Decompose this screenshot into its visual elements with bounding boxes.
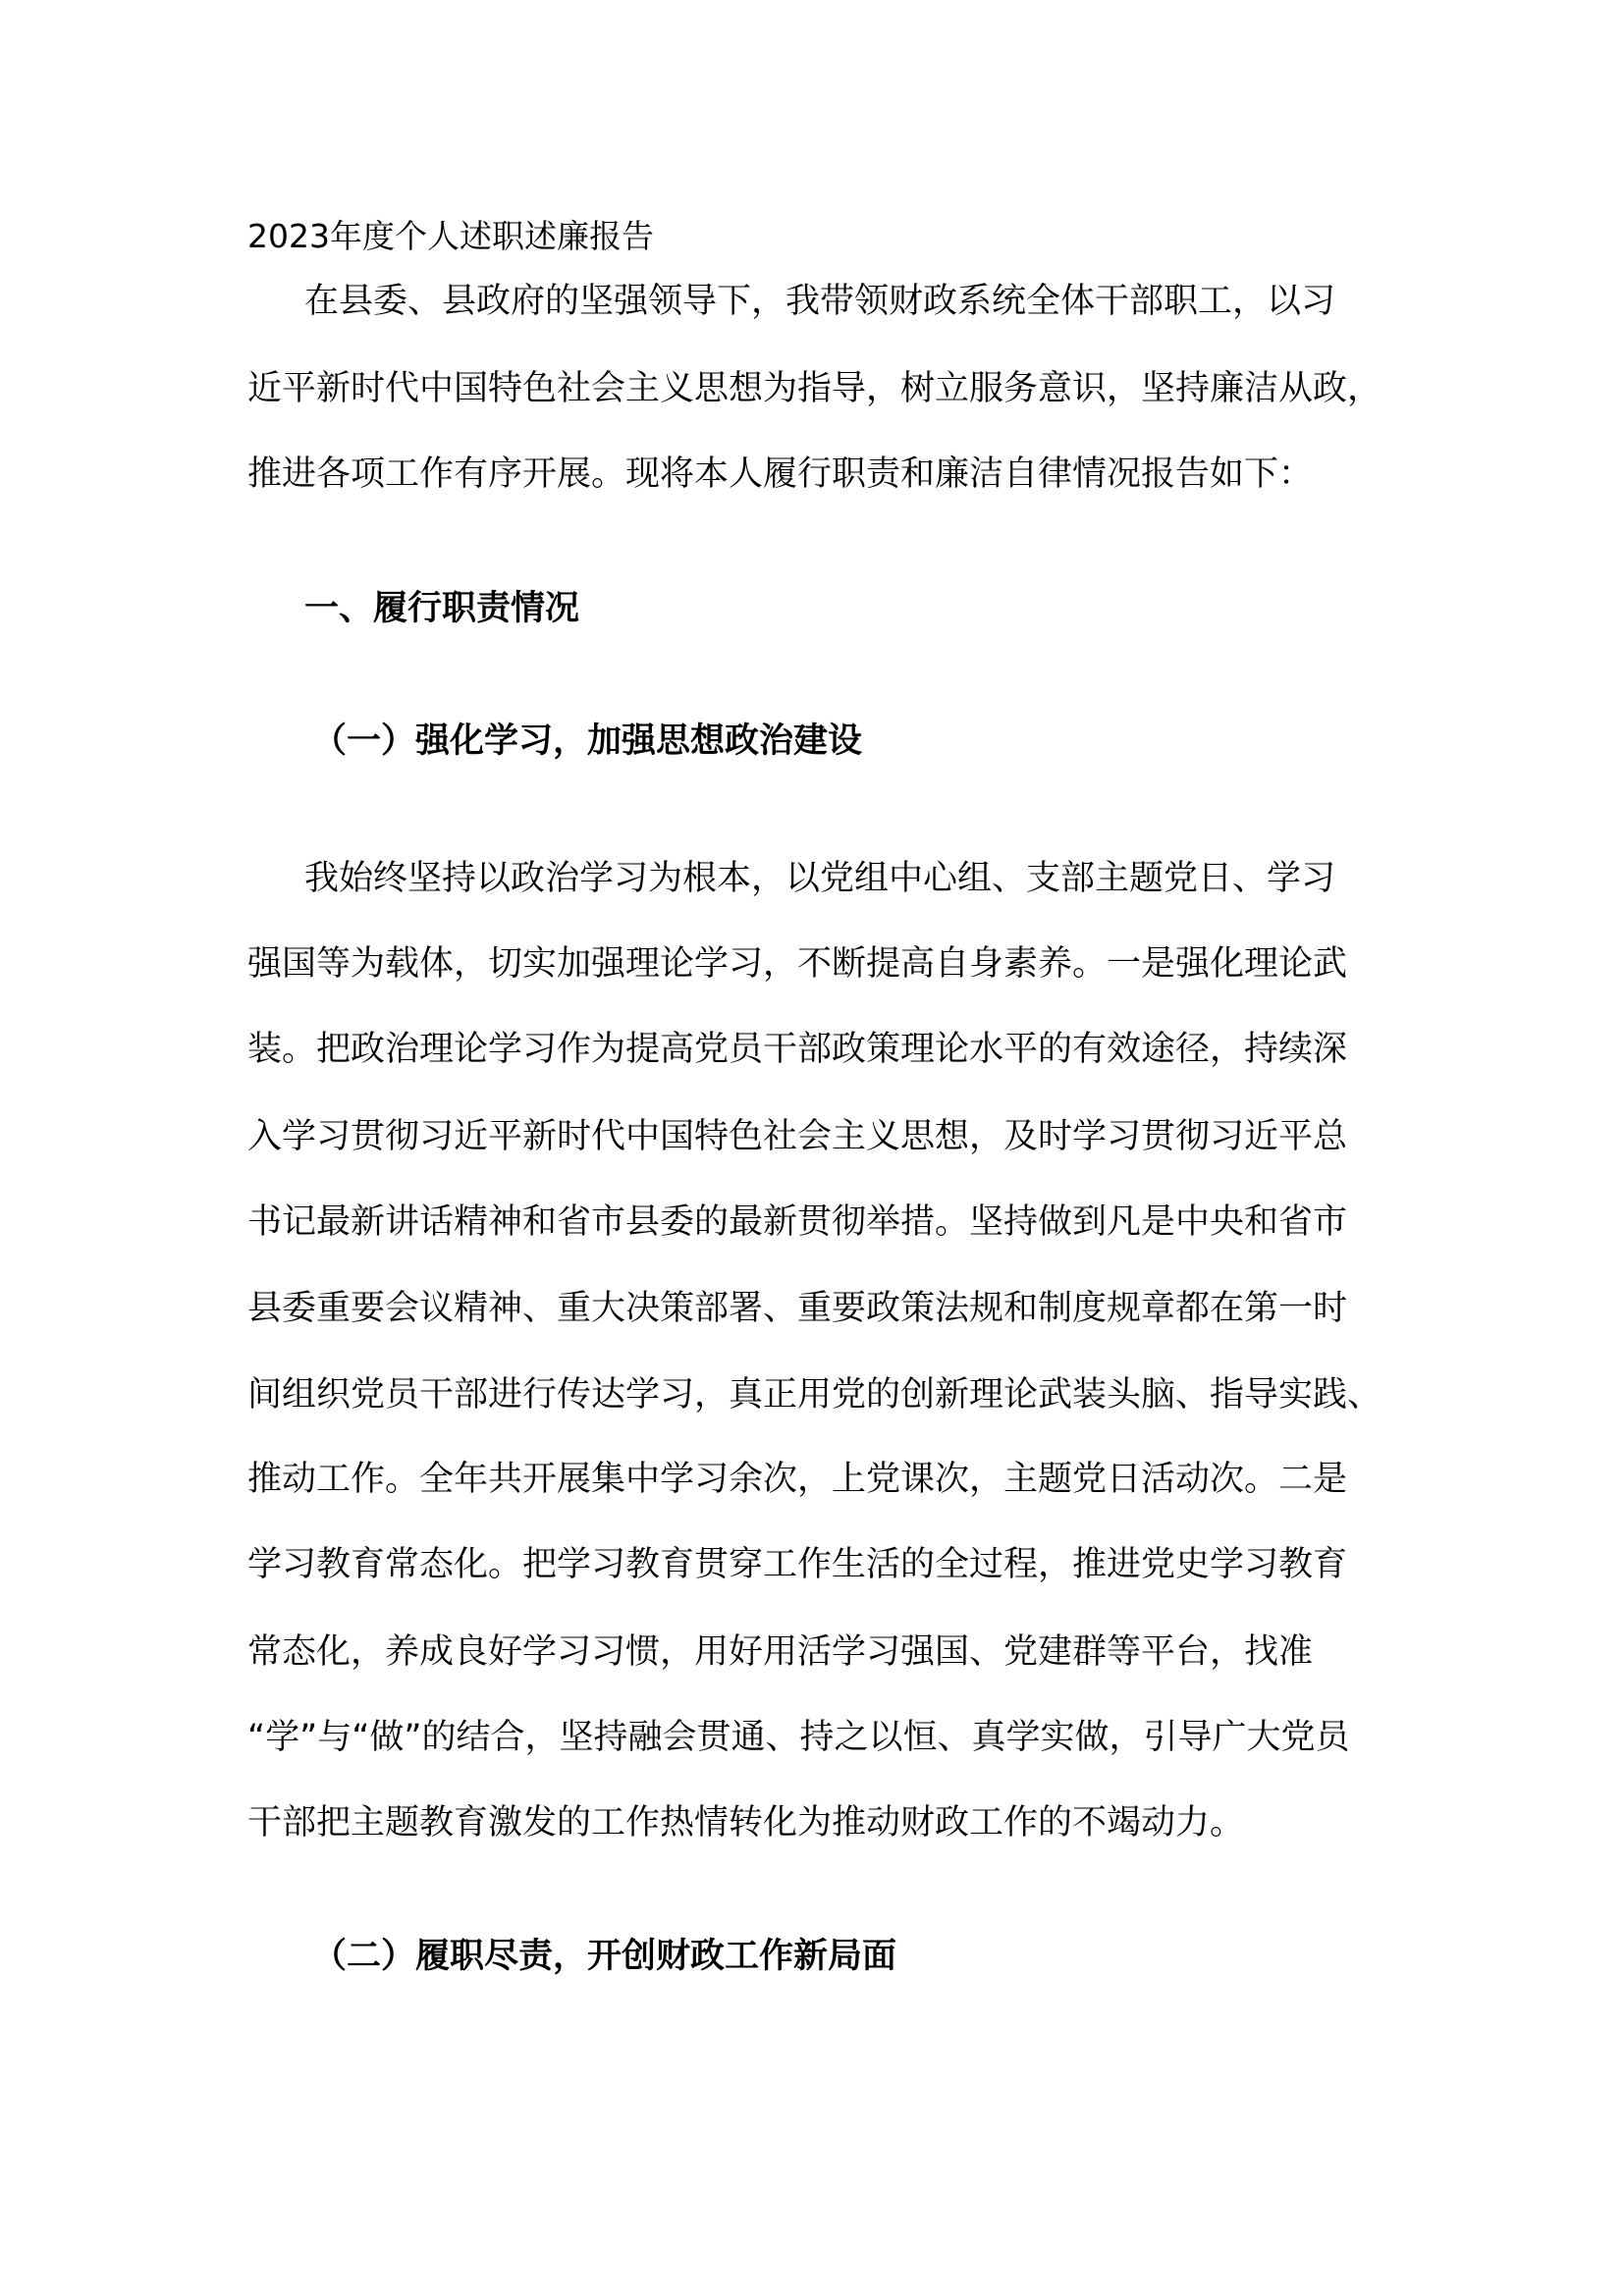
body-line: 间组织党员干部进行传达学习，真正用党的创新理论武装头脑、指导实践、 <box>247 1375 1382 1415</box>
body-line: 推动工作。全年共开展集中学习余次，上党课次，主题党日活动次。二是 <box>247 1460 1348 1499</box>
body-line: 干部把主题教育激发的工作热情转化为推动财政工作的不竭动力。 <box>247 1803 1245 1842</box>
section-heading: 一、履行职责情况 <box>304 589 580 628</box>
intro-line: 在县委、县政府的坚强领导下，我带领财政系统全体干部职工，以习 <box>304 282 1336 321</box>
body-line: 入学习贯彻习近平新时代中国特色社会主义思想，及时学习贯彻习近平总 <box>247 1117 1348 1156</box>
subsection-heading: （一）强化学习，加强思想政治建设 <box>312 721 863 761</box>
body-line: 强国等为载体，切实加强理论学习，不断提高自身素养。一是强化理论武 <box>247 944 1348 984</box>
body-line: 书记最新讲话精神和省市县委的最新贯彻举措。坚持做到凡是中央和省市 <box>247 1202 1348 1242</box>
body-line: 学习教育常态化。把学习教育贯穿工作生活的全过程，推进党史学习教育 <box>247 1545 1348 1584</box>
body-line: 县委重要会议精神、重大决策部署、重要政策法规和制度规章都在第一时 <box>247 1289 1348 1328</box>
intro-line: 近平新时代中国特色社会主义思想为指导，树立服务意识，坚持廉洁从政， <box>247 369 1382 408</box>
document-title: 2023年度个人述职述廉报告 <box>247 217 654 255</box>
intro-line: 推进各项工作有序开展。现将本人履行职责和廉洁自律情况报告如下： <box>247 454 1314 494</box>
body-line: 我始终坚持以政治学习为根本，以党组中心组、支部主题党日、学习 <box>304 859 1336 898</box>
body-line: 常态化，养成良好学习习惯，用好用活学习强国、党建群等平台，找准 <box>247 1632 1314 1672</box>
body-line: “学”与“做”的结合，坚持融会贯通、持之以恒、真学实做，引导广大党员 <box>247 1718 1350 1757</box>
subsection-heading: （二）履职尽责，开创财政工作新局面 <box>312 1937 897 1976</box>
body-line: 装。把政治理论学习作为提高党员干部政策理论水平的有效途径，持续深 <box>247 1030 1348 1069</box>
